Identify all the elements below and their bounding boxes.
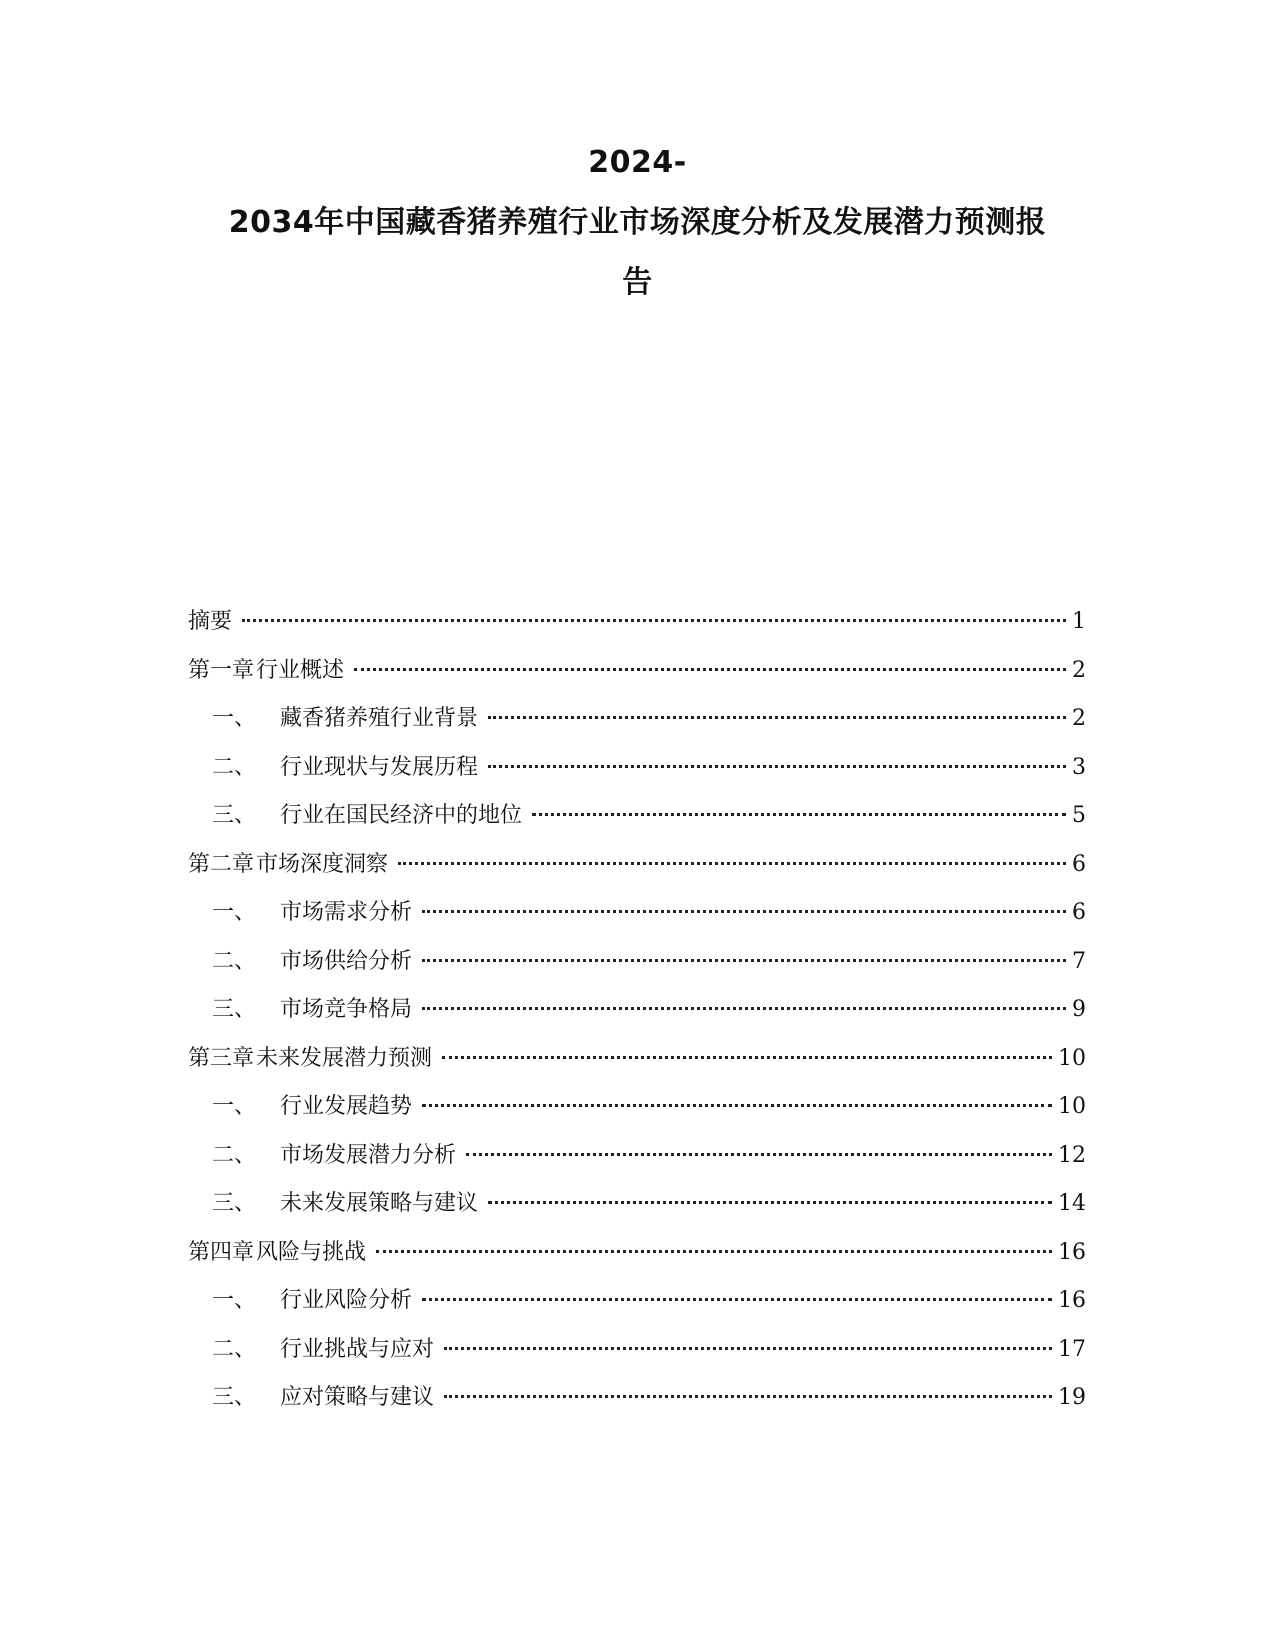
- toc-entry-label: 行业在国民经济中的地位: [280, 803, 523, 828]
- toc-section-entry[interactable]: [188, 1184, 1086, 1233]
- table-of-contents: [188, 602, 1086, 1427]
- toc-entry-label: 市场供给分析: [280, 948, 413, 974]
- toc-entry-number: 三、: [212, 1191, 257, 1216]
- toc-dot-leader: [422, 942, 1066, 968]
- toc-chapter-entry[interactable]: [188, 602, 1086, 651]
- toc-dot-leader: [398, 845, 1066, 871]
- toc-entry-label: 行业现状与发展历程: [280, 754, 479, 780]
- toc-dot-leader: [376, 1233, 1052, 1259]
- toc-entry-label: 风险与挑战: [256, 1239, 367, 1265]
- toc-entry-number: 一、: [212, 706, 257, 731]
- toc-entry-number: 第三章: [188, 1045, 255, 1071]
- toc-dot-leader: [488, 748, 1066, 774]
- toc-entry-number: 第二章: [188, 851, 255, 877]
- toc-page-number: 1: [1072, 609, 1086, 634]
- toc-chapter-entry[interactable]: [188, 1233, 1086, 1282]
- toc-page-number: 10: [1058, 1094, 1086, 1119]
- toc-entry-label: 行业风险分析: [280, 1288, 413, 1313]
- toc-page-number: 10: [1058, 1045, 1086, 1071]
- toc-page-number: 2: [1072, 657, 1086, 683]
- toc-dot-leader: [354, 651, 1066, 677]
- toc-page-number: 2: [1072, 706, 1086, 731]
- toc-entry-label: 行业概述: [256, 657, 345, 683]
- toc-entry-number: 一、: [212, 1094, 257, 1119]
- toc-entry-label: 摘要: [188, 609, 233, 634]
- toc-page-number: 17: [1058, 1336, 1086, 1362]
- toc-entry-number: 三、: [212, 1385, 257, 1410]
- toc-section-entry[interactable]: [188, 893, 1086, 942]
- toc-page-number: 16: [1058, 1239, 1086, 1265]
- toc-entry-label: 行业发展趋势: [280, 1094, 413, 1119]
- toc-entry-label: 行业挑战与应对: [280, 1336, 435, 1362]
- toc-section-entry[interactable]: [188, 699, 1086, 748]
- toc-chapter-entry[interactable]: [188, 651, 1086, 700]
- toc-entry-label: 市场深度洞察: [256, 851, 389, 877]
- toc-section-entry[interactable]: [188, 748, 1086, 797]
- toc-entry-number: 三、: [212, 803, 257, 828]
- toc-entry-number: 二、: [212, 1142, 257, 1168]
- toc-dot-leader: [444, 1330, 1052, 1356]
- toc-dot-leader: [532, 796, 1066, 822]
- toc-entry-label: 市场发展潜力分析: [280, 1142, 457, 1168]
- toc-entry-number: 第一章: [188, 657, 255, 683]
- toc-entry-label: 未来发展潜力预测: [256, 1045, 433, 1071]
- toc-section-entry[interactable]: [188, 1330, 1086, 1379]
- toc-dot-leader: [488, 1184, 1052, 1210]
- toc-entry-number: 一、: [212, 1288, 257, 1313]
- toc-entry-label: 市场竞争格局: [280, 997, 413, 1022]
- toc-page-number: 3: [1072, 754, 1086, 780]
- toc-page-number: 19: [1058, 1385, 1086, 1410]
- title-line-3: 告: [622, 265, 653, 300]
- toc-page-number: 6: [1072, 851, 1086, 877]
- toc-page-number: 6: [1072, 900, 1086, 925]
- toc-dot-leader: [466, 1136, 1052, 1162]
- document-title: [0, 145, 1275, 328]
- title-line-1: 2024-: [588, 145, 687, 180]
- toc-section-entry[interactable]: [188, 990, 1086, 1039]
- toc-page-number: 14: [1058, 1191, 1086, 1216]
- toc-entry-label: 市场需求分析: [280, 900, 413, 925]
- toc-entry-label: 应对策略与建议: [280, 1385, 435, 1410]
- toc-entry-number: 一、: [212, 900, 257, 925]
- toc-section-entry[interactable]: [188, 1281, 1086, 1330]
- toc-page-number: 16: [1058, 1288, 1086, 1313]
- toc-section-entry[interactable]: [188, 1136, 1086, 1185]
- toc-dot-leader: [422, 990, 1066, 1016]
- toc-section-entry[interactable]: [188, 1378, 1086, 1427]
- toc-entry-number: 二、: [212, 1336, 257, 1362]
- toc-chapter-entry[interactable]: [188, 845, 1086, 894]
- toc-entry-number: 三、: [212, 997, 257, 1022]
- toc-dot-leader: [242, 602, 1066, 628]
- toc-section-entry[interactable]: [188, 942, 1086, 991]
- toc-page-number: 12: [1058, 1142, 1086, 1168]
- toc-page-number: 5: [1072, 803, 1086, 828]
- toc-page-number: 7: [1072, 948, 1086, 974]
- toc-dot-leader: [422, 1281, 1052, 1307]
- title-line-2: 2034年中国藏香猪养殖行业市场深度分析及发展潜力预测报: [228, 205, 1047, 240]
- toc-chapter-entry[interactable]: [188, 1039, 1086, 1088]
- toc-entry-number: 二、: [212, 754, 257, 780]
- toc-dot-leader: [444, 1378, 1052, 1404]
- toc-dot-leader: [422, 1087, 1052, 1113]
- toc-dot-leader: [442, 1039, 1052, 1065]
- toc-section-entry[interactable]: [188, 796, 1086, 845]
- toc-dot-leader: [422, 893, 1066, 919]
- toc-entry-number: 二、: [212, 948, 257, 974]
- toc-entry-number: 第四章: [188, 1239, 255, 1265]
- toc-page-number: 9: [1072, 997, 1086, 1022]
- toc-entry-label: 未来发展策略与建议: [280, 1191, 479, 1216]
- toc-section-entry[interactable]: [188, 1087, 1086, 1136]
- toc-dot-leader: [488, 699, 1066, 725]
- toc-entry-label: 藏香猪养殖行业背景: [280, 706, 479, 731]
